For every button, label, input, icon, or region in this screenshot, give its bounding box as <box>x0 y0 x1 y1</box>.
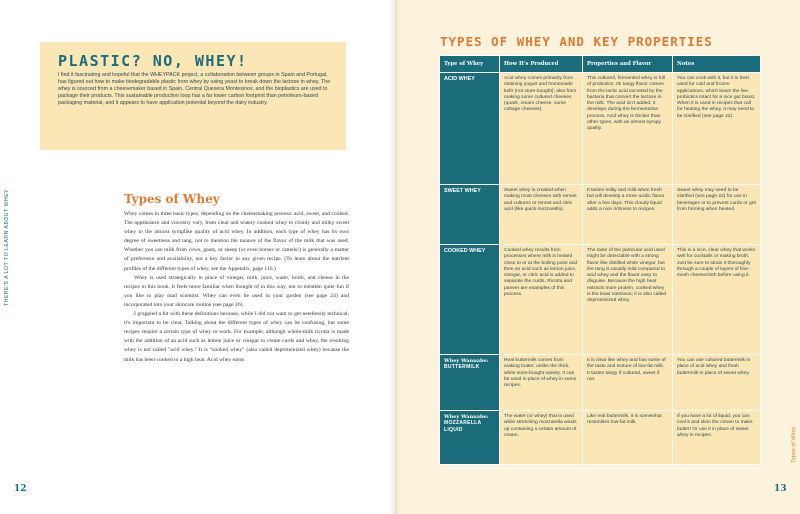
type-prefix: Whey Wannabe: <box>444 358 489 364</box>
properties-cell: The taste of the particular acid used might be detectable with a strong flavor like distilled white vinegar, but the tang is usually mild compared to acid whey and the flavor easy to disguise. Because the high heat extracts more protein, cooked whey is the least nutritious; it is also called deproteinized whey. <box>583 245 673 355</box>
column-header-produced: How It's Produced <box>500 56 583 73</box>
table-title: TYPES OF WHEY AND KEY PROPERTIES <box>440 34 713 49</box>
type-cell <box>440 411 500 465</box>
body-text <box>124 210 349 365</box>
type-cell <box>440 355 500 411</box>
left-page-number: 12 <box>14 484 27 494</box>
table-row <box>440 355 761 411</box>
type-prefix: Whey Wannabe: <box>444 414 489 420</box>
produced-cell: Real buttermilk comes from making butter, unlike the thick, white store-bought variety. It can be used in place of whey in some recipes. <box>500 355 583 411</box>
produced-cell: Sweet whey is created when making most cheeses with rennet and cultures or rennet and citric acid (like quick mozzarella). <box>500 185 583 245</box>
produced-cell: Acid whey comes primarily from straining yogurt and homemade kefir (not store-bought); also from making some cultured cheeses (quark, cream cheese, some cottage cheeses). <box>500 73 583 185</box>
type-cell: SWEET WHEY <box>440 185 500 245</box>
notes-cell: You can cook with it, but it is best used for cold and frozen applications, which leave the live probiotics intact for a nice gut boost. When it is used in recipes that call for heating the whey, it may need to be clarified (see page 22). <box>673 73 761 185</box>
properties-cell: Like real buttermilk, it is somewhat resembles low-fat milk. <box>583 411 673 465</box>
table-header-row <box>440 56 761 73</box>
left-running-head: THERE'S A LOT TO LEARN ABOUT WHEY <box>4 188 10 306</box>
table-row <box>440 245 761 355</box>
properties-cell: It is clear like whey and has some of the taste and texture of low-fat milk. It tastes tangy if cultured, sweet if not. <box>583 355 673 411</box>
properties-cell: It tastes milky and mild when fresh but will develop a more acidic flavor after a few days. This cloudy liquid adds a nice richness to recipes. <box>583 185 673 245</box>
type-cell: ACID WHEY <box>440 73 500 185</box>
whey-properties-table <box>439 55 761 465</box>
left-page <box>0 0 395 514</box>
body-paragraph: Whey is used strategically in place of vinegar, milk, juice, water, broth, and cheese in the recipes in this book. It feels more familiar when thought of in this way, not to mention quite fun if you like to play mad scientist. Whey can even be used in your garden (see page 24) and incorporated into your skincare routine (see page 26). <box>124 274 349 308</box>
section-title: Types of Whey <box>124 192 220 206</box>
notes-cell: This is a nice, clear whey that works well for cocktails or making broth. Just be sure to strain it thoroughly through a couple of layers of fine-mesh cheesecloth before using it. <box>673 245 761 355</box>
body-paragraph: I grappled a bit with these definitions because, while I did not want to get needlessly technical, it's important to be clear. Talking about the different types of whey can be confusing, but some recipes require a certain type of whey to work. For example, although whole-milk ricotta is made with the addition of an acid such as lemon juice or vinegar to create curds and whey, the resulting whey is not called "acid whey." It is "cooked whey" (also called deproteinized whey) because the milk has been cooked to a high heat. Acid whey earns <box>124 311 349 363</box>
table-row <box>440 411 761 465</box>
properties-cell: This cultured, fermented whey is full of probiotics. Its tangy flavor comes from the lactic acid excreted by the bacteria that convert the lactose in the milk. The acid isn't added; it develops during the fermentation process. Acid whey is thicker than other types, with an almost syrupy quality. <box>583 73 673 185</box>
column-header-properties: Properties and Flavor <box>583 56 673 73</box>
notes-cell: You can use cultured buttermilk in place of acid whey and fresh buttermilk in place of sweet whey. <box>673 355 761 411</box>
type-label: MOZZARELLA LIQUID <box>444 420 482 433</box>
notes-cell: Sweet whey may need to be clarified (see page 22) for use in beverages or to prevent curds or grit from forming when heated. <box>673 185 761 245</box>
column-header-type: Type of Whey <box>440 56 500 73</box>
type-label: BUTTERMILK <box>444 364 480 371</box>
produced-cell: The water (or whey) that is used while stretching mozzarella winds up containing a certain amount of cream. <box>500 411 583 465</box>
produced-cell: Cooked whey results from processes where milk is heated close to or at the boiling point and then an acid such as lemon juice, vinegar, or citric acid is added to separate the curds. Ricotta and paneer are examples of this process. <box>500 245 583 355</box>
notes-cell: If you have a lot of liquid, you can cool it and skim the cream to make butter! Or use it in place of sweet whey in recipes. <box>673 411 761 465</box>
sidebar-title: PLASTIC? NO, WHEY! <box>58 52 248 70</box>
sidebar-text: I find it fascinating and hopeful that the WHEYPACK project, a collaboration between groups in Spain and Portugal, has figured out how to make biodegradable plastic from whey by using yeast to break down the lactose in whey. The whey is sourced from a cheesemaker based in Spain, Central Quesera Montesinos, and the bioplastics are used to package their products. This sustainable production loop has a far lower carbon footprint than petroleum-based packaging material, and it appears to have application potential beyond the dairy industry. <box>58 72 331 107</box>
table-row <box>440 73 761 185</box>
table-row <box>440 185 761 245</box>
column-header-notes: Notes <box>673 56 761 73</box>
page-gutter <box>389 0 401 514</box>
body-paragraph: Whey comes in three basic types, depending on the cheesemaking process: acid, sweet, and cooked. The appearance and viscosity vary, from clear and watery cooked whey to cloudy and milky sweet whey to the almost syruplike quality of acid whey. In addition, each type of whey has its own degree of sweetness and tang, not to mention the nuance of the flavor of the milk that was used. Whether you use milk from cows, goats, or sheep (or even horses or camels!) is generally a matter of preference and availability, not a key factor in any given recipe. (To learn about the nutrient profiles of the different types of whey, see the Appendix, page 116.) <box>124 211 349 272</box>
right-page-number: 13 <box>774 484 787 494</box>
type-cell: COOKED WHEY <box>440 245 500 355</box>
right-running-head: Types of Whey <box>791 426 797 463</box>
